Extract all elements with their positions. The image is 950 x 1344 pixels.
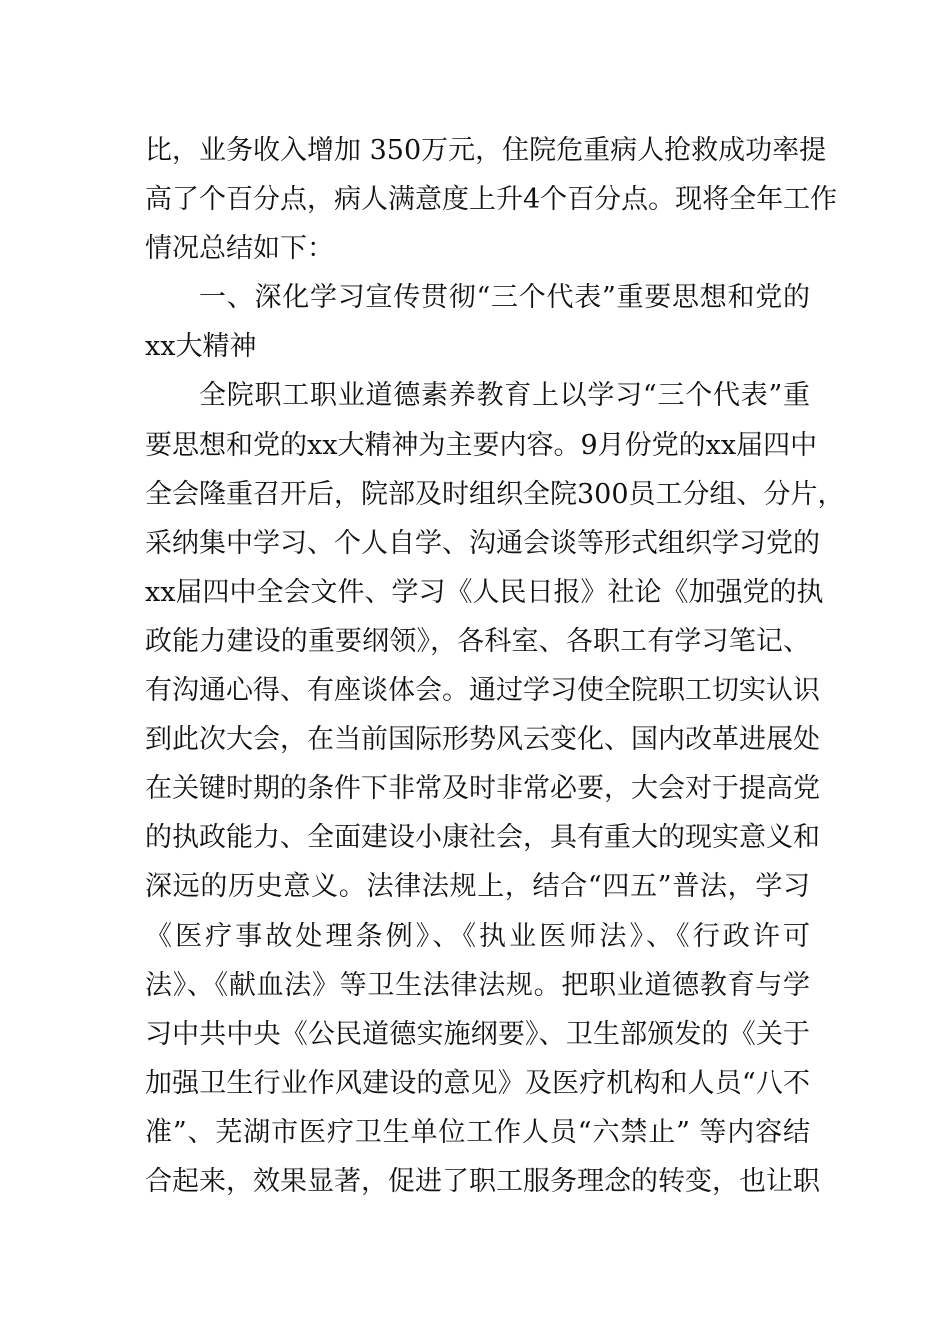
text-line: 采纳集中学习、个人自学、沟通会谈等形式组织学习党的 [145, 527, 820, 559]
text-line: 情况总结如下： [145, 233, 334, 265]
text-line: 一、深化学习宣传贯彻“三个代表”重要思想和党的 [199, 282, 810, 314]
text-line: 习中共中央《公民道德实施纲要》、卫生部颁发的《关于 [145, 1018, 810, 1050]
text-line: xx大精神 [145, 331, 257, 363]
text-line: 政能力建设的重要纲领》，各科室、各职工有学习笔记、 [145, 625, 810, 657]
text-line: 要思想和党的xx大精神为主要内容。9月份党的xx届四中 [145, 429, 818, 461]
text-line: 全院职工职业道德素养教育上以学习“三个代表”重 [199, 380, 810, 412]
text-line: 有沟通心得、有座谈体会。通过学习使全院职工切实认识 [145, 675, 820, 707]
text-line: 的执政能力、全面建设小康社会，具有重大的现实意义和 [145, 822, 820, 854]
text-line: 深远的历史意义。法律法规上，结合“四五”普法，学习 [145, 871, 810, 903]
text-line: 到此次大会，在当前国际形势风云变化、国内改革进展处 [145, 724, 820, 756]
text-line: 加强卫生行业作风建设的意见》及医疗机构和人员“八不 [145, 1067, 810, 1099]
text-line: 准”、芜湖市医疗卫生单位工作人员“六禁止” 等内容结 [145, 1116, 810, 1148]
text-line: 合起来，效果显著，促进了职工服务理念的转变，也让职 [145, 1165, 820, 1197]
text-line: 在关键时期的条件下非常及时非常必要，大会对于提高党 [145, 773, 820, 805]
text-line: 《医疗事故处理条例》、《执业医师法》、《行政许可 [145, 920, 810, 952]
text-line: 比，业务收入增加 350万元，住院危重病人抢救成功率提 [145, 135, 827, 166]
text-line: 法》、《献血法》等卫生法律法规。把职业道德教育与学 [145, 969, 810, 1001]
text-line: 全会隆重召开后，院部及时组织全院300员工分组、分片， [145, 478, 845, 510]
text-line: 高了个百分点，病人满意度上升4个百分点。现将全年工作 [145, 184, 838, 216]
body-text [145, 126, 845, 1206]
text-line: xx届四中全会文件、学习《人民日报》社论《加强党的执 [145, 576, 824, 608]
